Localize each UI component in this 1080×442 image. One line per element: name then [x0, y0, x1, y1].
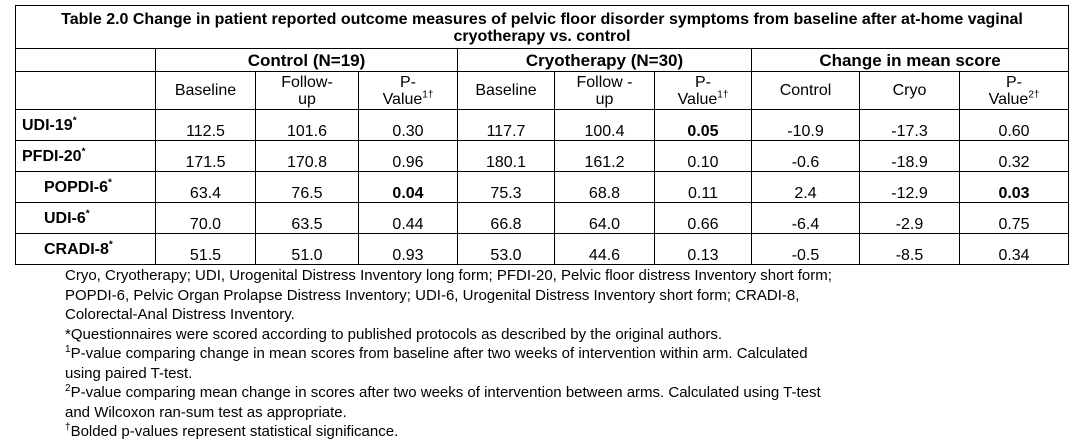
change-cryo-cell: -8.5: [860, 234, 960, 265]
table-row: [16, 203, 1069, 234]
change-control-cell: -0.6: [752, 141, 860, 172]
header-control-baseline: Baseline: [156, 72, 256, 110]
footnote-abbreviations-2: POPDI-6, Pelvic Organ Prolapse Distress Inventory; UDI-6, Urogenital Distress Inventory short form; CRADI-8,: [65, 286, 800, 304]
header-cryo-followup: Follow - up: [555, 72, 655, 110]
control-pvalue-cell: 0.44: [359, 203, 458, 234]
group-header-change: Change in mean score: [752, 49, 1069, 72]
change-cryo-cell: -12.9: [860, 172, 960, 203]
row-label: POPDI-6*: [16, 172, 156, 203]
cryo-followup-cell: 68.8: [555, 172, 655, 203]
footnote-2: $^2$P-value comparing mean change in scores after two weeks of intervention between arms. Calculated using T-test: [65, 383, 821, 401]
footnote-abbreviations-1: Cryo, Cryotherapy; UDI, Urogenital Distress Inventory long form; PFDI-20, Pelvic floor distress Inventory short form;: [65, 267, 832, 284]
cryo-baseline-cell: 117.7: [458, 110, 555, 141]
change-pvalue-cell: 0.75: [960, 203, 1069, 234]
footnote-1-cont: using paired T-test.: [65, 364, 193, 382]
control-pvalue-cell: 0.30: [359, 110, 458, 141]
cryo-baseline-cell: 75.3: [458, 172, 555, 203]
group-header-cryotherapy: Cryotherapy (N=30): [458, 49, 752, 72]
cryo-followup-cell: 100.4: [555, 110, 655, 141]
control-pvalue-cell: 0.93: [359, 234, 458, 265]
header-control-followup: Follow- up: [256, 72, 359, 110]
control-followup-cell: 170.8: [256, 141, 359, 172]
footnote-2-cont: and Wilcoxon ran-sum test as appropriate.: [65, 403, 347, 421]
cryo-pvalue-cell: 0.11: [655, 172, 752, 203]
group-header-control: Control (N=19): [156, 49, 458, 72]
outcomes-table: [15, 5, 1069, 265]
control-followup-cell: 76.5: [256, 172, 359, 203]
table-row: [16, 110, 1069, 141]
row-label: UDI-6*: [16, 203, 156, 234]
row-label: CRADI-8*: [16, 234, 156, 265]
table-footnotes: [65, 266, 1068, 442]
control-followup-cell: 101.6: [256, 110, 359, 141]
row-label: UDI-19*: [16, 110, 156, 141]
cryo-pvalue-cell: 0.66: [655, 203, 752, 234]
cryo-pvalue-cell: 0.05: [655, 110, 752, 141]
change-control-cell: -10.9: [752, 110, 860, 141]
control-pvalue-cell: 0.04: [359, 172, 458, 203]
control-pvalue-cell: 0.96: [359, 141, 458, 172]
control-baseline-cell: 112.5: [156, 110, 256, 141]
footnote-1: $^1$P-value comparing change in mean scores from baseline after two weeks of intervention within arm. Calculated: [65, 344, 808, 362]
table-row: [16, 141, 1069, 172]
header-control-pvalue: P- Value$^{1\dagger}$: [359, 72, 458, 110]
change-pvalue-cell: 0.60: [960, 110, 1069, 141]
table-container: [15, 5, 1068, 442]
change-pvalue-cell: 0.32: [960, 141, 1069, 172]
footnote-star: *Questionnaires were scored according to published protocols as described by the original authors.: [65, 325, 723, 343]
row-label-header: [16, 72, 156, 110]
control-followup-cell: 51.0: [256, 234, 359, 265]
control-followup-cell: 63.5: [256, 203, 359, 234]
control-baseline-cell: 51.5: [156, 234, 256, 265]
control-baseline-cell: 70.0: [156, 203, 256, 234]
change-pvalue-cell: 0.34: [960, 234, 1069, 265]
corner-cell: [16, 49, 156, 72]
cryo-pvalue-cell: 0.10: [655, 141, 752, 172]
cryo-followup-cell: 44.6: [555, 234, 655, 265]
change-cryo-cell: -2.9: [860, 203, 960, 234]
change-control-cell: -0.5: [752, 234, 860, 265]
header-change-pvalue: P- Value$^{2\dagger}$: [960, 72, 1069, 110]
cryo-baseline-cell: 53.0: [458, 234, 555, 265]
change-cryo-cell: -17.3: [860, 110, 960, 141]
row-label: PFDI-20*: [16, 141, 156, 172]
table-row: [16, 172, 1069, 203]
header-change-cryo: Cryo: [860, 72, 960, 110]
table-row: [16, 234, 1069, 265]
header-cryo-baseline: Baseline: [458, 72, 555, 110]
footnote-dagger: †Bolded p-values represent statistical significance.: [65, 422, 399, 440]
cryo-baseline-cell: 180.1: [458, 141, 555, 172]
control-baseline-cell: 171.5: [156, 141, 256, 172]
change-control-cell: -6.4: [752, 203, 860, 234]
cryo-pvalue-cell: 0.13: [655, 234, 752, 265]
header-change-control: Control: [752, 72, 860, 110]
change-cryo-cell: -18.9: [860, 141, 960, 172]
cryo-followup-cell: 161.2: [555, 141, 655, 172]
change-pvalue-cell: 0.03: [960, 172, 1069, 203]
table-title: Table 2.0 Change in patient reported outcome measures of pelvic floor disorder symptoms from baseline after at-home vaginal cryotherapy vs. control: [16, 6, 1069, 49]
footnote-abbreviations-3: Colorectal-Anal Distress Inventory.: [65, 306, 295, 323]
control-baseline-cell: 63.4: [156, 172, 256, 203]
header-cryo-pvalue: P- Value$^{1\dagger}$: [655, 72, 752, 110]
cryo-baseline-cell: 66.8: [458, 203, 555, 234]
cryo-followup-cell: 64.0: [555, 203, 655, 234]
change-control-cell: 2.4: [752, 172, 860, 203]
